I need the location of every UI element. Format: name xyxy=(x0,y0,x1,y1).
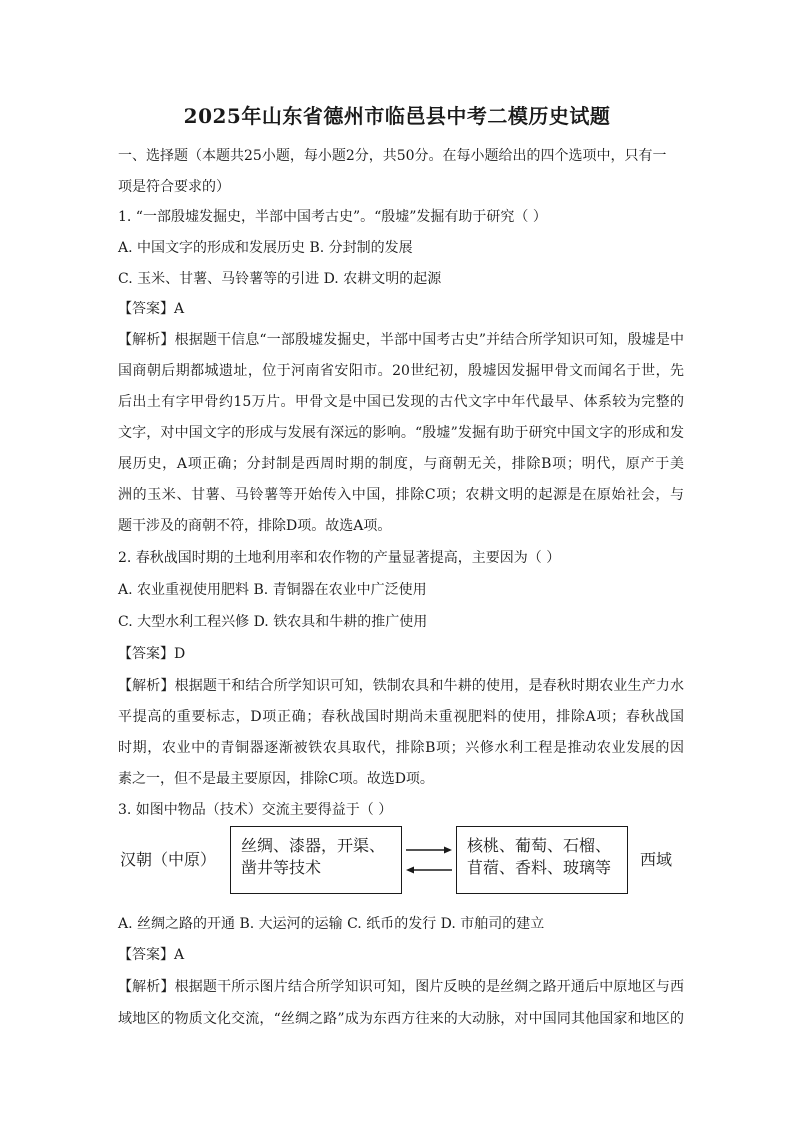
diagram-left-box xyxy=(230,826,402,894)
diagram-right-box-line-1: 核桃、葡萄、石榴、 xyxy=(467,836,612,855)
question-1-analysis-line: 文字，对中国文字的形成与发展有深远的影响。“殷墟”发掘有助于研究中国文字的形成和发 xyxy=(118,425,684,441)
question-3-answer: 【答案】A xyxy=(118,947,185,963)
question-2-analysis-line: 素之一，但不是最主要原因，排除C项。故选D项。 xyxy=(118,771,434,787)
question-1-options-line-1: A. 中国文字的形成和发展历史 B. 分封制的发展 xyxy=(118,240,413,256)
diagram-right-box-line-2: 苜蓿、香料、玻璃等 xyxy=(467,858,612,877)
question-1-analysis-line: 展历史，A项正确；分封制是西周时期的制度，与商朝无关，排除B项；明代，原产于美 xyxy=(118,456,684,472)
question-3-analysis-line: 域地区的物质文化交流，“丝绸之路”成为东西方往来的大动脉，对中国同其他国家和地区的 xyxy=(118,1011,684,1027)
exchange-diagram xyxy=(118,822,684,898)
question-1-options-line-2: C. 玉米、甘薯、马铃薯等的引进 D. 农耕文明的起源 xyxy=(118,271,442,287)
arrow-left-icon xyxy=(406,867,414,874)
diagram-left-box-line-1: 丝绸、漆器，开渠、 xyxy=(241,836,386,855)
question-3-stem: 3. 如图中物品（技术）交流主要得益于（ ） xyxy=(118,802,393,818)
diagram-left-label: 汉朝（中原） xyxy=(120,850,217,869)
question-1-analysis-line: 【解析】根据题干信息“一部殷墟发掘史，半部中国考古史”并结合所学知识可知，殷墟是中 xyxy=(118,332,684,348)
question-2-analysis-line: 【解析】根据题干和结合所学知识可知，铁制农具和牛耕的使用，是春秋时期农业生产力水 xyxy=(118,678,684,694)
document-title: 2025年山东省德州市临邑县中考二模历史试题 xyxy=(183,104,611,128)
question-2-answer: 【答案】D xyxy=(118,646,186,662)
arrow-right-icon xyxy=(444,847,452,854)
diagram-right-label: 西域 xyxy=(640,850,673,869)
question-2-stem: 2. 春秋战国时期的土地利用率和农作物的产量显著提高，主要因为（ ） xyxy=(118,550,561,566)
question-1-analysis-line: 洲的玉米、甘薯、马铃薯等开始传入中国，排除C项；农耕文明的起源是在原始社会，与 xyxy=(118,487,684,503)
question-1-answer: 【答案】A xyxy=(118,301,185,317)
question-2-options-line-1: A. 农业重视使用肥料 B. 青铜器在农业中广泛使用 xyxy=(118,582,427,598)
diagram-right-box xyxy=(456,826,628,894)
section-instructions-line-1: 一、选择题（本题共25小题，每小题2分，共50分。在每小题给出的四个选项中，只有一 xyxy=(118,148,667,164)
diagram-left-box-line-2: 凿井等技术 xyxy=(241,858,322,877)
question-1-analysis-line: 国商朝后期都城遗址，位于河南省安阳市。20世纪初，殷墟因发掘甲骨文而闻名于世，先 xyxy=(118,363,684,379)
question-2-options-line-2: C. 大型水利工程兴修 D. 铁农具和牛耕的推广使用 xyxy=(118,614,428,630)
question-2-analysis-line: 时期，农业中的青铜器逐渐被铁农具取代，排除B项；兴修水利工程是推动农业发展的因 xyxy=(118,740,684,756)
question-1-analysis-line: 题干涉及的商朝不符，排除D项。故选A项。 xyxy=(118,518,392,534)
question-1-stem: 1. “一部殷墟发掘史，半部中国考古史”。“殷墟”发掘有助于研究（ ） xyxy=(118,209,547,225)
question-3-options-line-1: A. 丝绸之路的开通 B. 大运河的运输 C. 纸币的发行 D. 市舶司的建立 xyxy=(118,916,545,932)
section-instructions-line-2: 项是符合要求的） xyxy=(118,179,230,195)
question-2-analysis-line: 平提高的重要标志，D项正确；春秋战国时期尚未重视肥料的使用，排除A项；春秋战国 xyxy=(118,709,684,725)
diagram-exchange-arrows xyxy=(402,822,456,898)
question-1-analysis-line: 后出土有字甲骨约15万片。甲骨文是中国已发现的古代文字中年代最早、体系较为完整的 xyxy=(118,394,684,410)
question-3-analysis-line: 【解析】根据题干所示图片结合所学知识可知，图片反映的是丝绸之路开通后中原地区与西 xyxy=(118,979,684,995)
